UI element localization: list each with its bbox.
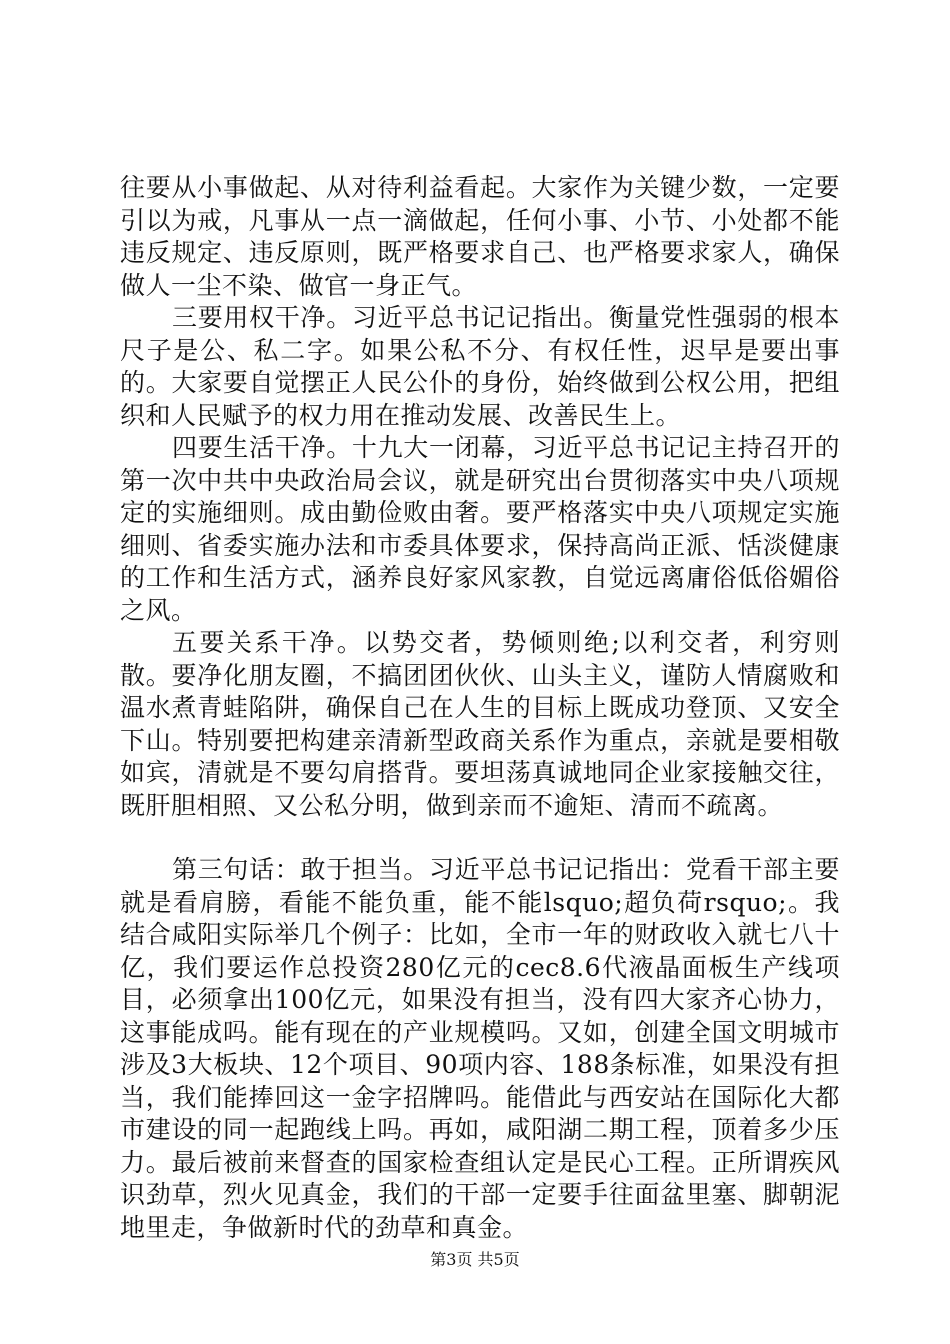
- paragraph-power-clean: 三要用权干净。习近平总书记记指出。衡量党性强弱的根本尺子是公、私二字。如果公私不分、有权任性，迟早是要出事的。大家要自觉摆正人民公仆的身份，始终做到公权公用，把组织和人民赋予的权力用在推动发展、改善民生上。: [120, 303, 840, 430]
- paragraph-third-point: 第三句话：敢于担当。习近平总书记记指出：党看干部主要就是看肩膀，看能不能负重，能不能lsquo;超负荷rsquo;。我结合咸阳实际举几个例子：比如，全市一年的财政收入就七八十亿，我们要运作总投资280亿元的cec8.6代液晶面板生产线项目，必须拿出100亿元，如果没有担当，没有四大家齐心协力，这事能成吗。能有现在的产业规模吗。又如，创建全国文明城市涉及3大板块、12个项目、90项内容、188条标准，如果没有担当，我们能捧回这一金字招牌吗。能借此与西安站在国际化大都市建设的同一起跑线上吗。再如，咸阳湖二期工程，顶着多少压力。最后被前来督查的国家检查组认定是民心工程。正所谓疾风识劲草，烈火见真金，我们的干部一定要手往面盆里塞、脚朝泥地里走，争做新时代的劲草和真金。: [120, 855, 840, 1242]
- page-number-footer: 第3页 共5页: [430, 1250, 520, 1269]
- paragraph-life-clean: 四要生活干净。十九大一闭幕，习近平总书记记主持召开的第一次中共中央政治局会议，就是研究出台贯彻落实中央八项规定的实施细则。成由勤俭败由奢。要严格落实中央八项规定实施细则、省委实施办法和市委具体要求，保持高尚正派、恬淡健康的工作和生活方式，涵养良好家风家教，自觉远离庸俗低俗媚俗之风。: [120, 433, 840, 625]
- paragraph-relations-clean: 五要关系干净。以势交者，势倾则绝;以利交者，利穷则散。要净化朋友圈，不搞团团伙伙、山头主义，谨防人情腐败和温水煮青蛙陷阱，确保自己在人生的目标上既成功登顶、又安全下山。特别要把构建亲清新型政商关系作为重点，亲就是要相敬如宾，清就是不要勾肩搭背。要坦荡真诚地同企业家接触交往，既肝胆相照、又公私分明，做到亲而不逾矩、清而不疏离。: [120, 628, 840, 820]
- document-body: [120, 172, 840, 1244]
- paragraph-continuation: 往要从小事做起、从对待利益看起。大家作为关键少数，一定要引以为戒，凡事从一点一滴做起，任何小事、小节、小处都不能违反规定、违反原则，既严格要求自己、也严格要求家人，确保做人一尘不染、做官一身正气。: [120, 173, 840, 300]
